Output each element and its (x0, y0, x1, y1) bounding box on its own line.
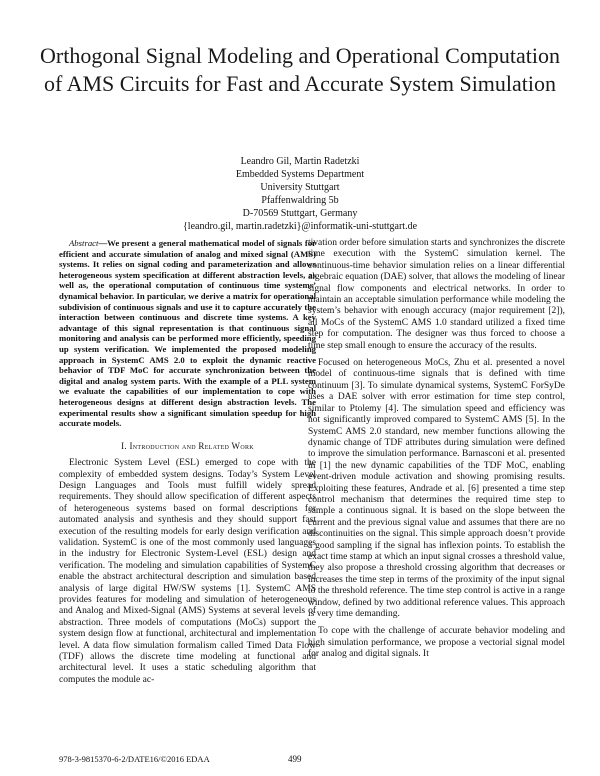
footer-isbn: 978-3-9815370-6-2/DATE16/©2016 EDAA (59, 754, 210, 764)
left-column (59, 238, 316, 692)
right-paragraph-1: tivation order before simulation starts and synchronizes the discrete time execution with the SystemC simulation kernel. The continuous-time behavior simulation relies on a linear differential algebraic equation (DAE) solver, that allows the modeling of linear signal flow components and electrical networks. In order to maintain an acceptable simulation performance while modeling the system’s behavior with enough accuracy (major requirement [2]), all MoCs of the SystemC AMS 1.0 standard utilized a fixed time step for computation. The designer was thus forced to choose a time step small enough to ensure the accuracy of the results. (308, 238, 565, 351)
paper-title: Orthogonal Signal Modeling and Operational Computation of AMS Circuits for Fast and Accurate System Simulation (40, 43, 560, 96)
affiliation-street: Pfaffenwaldring 5b (261, 195, 339, 206)
affiliation-city: D-70569 Stuttgart, Germany (242, 208, 358, 219)
intro-paragraph: Electronic System Level (ESL) emerged to cope with the complexity of embedded system designs. Today’s System Level Design Languages and Tools must fulfill widely spread requirements. They should allow specification of different aspects of heterogeneous systems based on formal descriptions for automated analysis and synthesis and they should support fast execution of the resulting models for early design verification and validation. SystemC is one of the most commonly used languages in the industry for Electronic System-Level (ESL) design and verification. The modeling and simulation capabilities of SystemC enable the abstract architectural description and simulation based analysis of large digital HW/SW systems [1]. SystemC AMS provides features for modeling and simulation of heterogeneous and Analog and Mixed-Signal (AMS) Systems at several levels of abstraction. Three models of computations (MoCs) support the system design flow at functional, architectural and implementation level. A data flow simulation formalism called Timed Data Flow (TDF) allows the discrete time modeling at functional and architectural level. It uses a static scheduling algorithm that computes the module ac- (59, 458, 316, 685)
affiliation-department: Embedded Systems Department (235, 169, 365, 180)
right-column (308, 238, 565, 667)
author-block (120, 155, 480, 233)
affiliation-email: {leandro.gil, martin.radetzki}@informatik-uni-stuttgart.de (182, 221, 418, 232)
right-paragraph-2: Focused on heterogeneous MoCs, Zhu et al. presented a novel model of continuous-time signals that is defined with time continuum [3]. To simulate dynamical systems, SystemC ForSyDe uses a DAE solver with error estimation for time step control, similar to Ptolemy [4]. The simulation speed and efficiency was not significantly improved compared to SystemC AMS [5]. In the SystemC AMS 2.0 standard, new member functions allowing the dynamic change of TDF attributes during simulation were defined to improve the simulation performance. Barnasconi et al. presented in [1] the new dynamic capabilities of the TDF MoC, enabling event-driven module activation and showing promising results. Exploiting these features, Andrade et al. [6] presented a time step control mechanism that determines the required time step to sample a continuous signal. It is based on the slope between the current and the previous signal value and assumes that there are no discontinuities on the signal. This simple approach doesn’t provide a good sampling if the signal has inflexion points. To establish the exact time stamp at which an input signal crosses a threshold value, they also propose a threshold crossing algorithm that decreases or increases the time step in terms of the proximity of the input signal to the threshold reference. The time step control is active in a range window, defined by two additional reference values. This approach is very time demanding. (308, 358, 565, 619)
affiliation-university: University Stuttgart (260, 182, 340, 193)
right-paragraph-3: To cope with the challenge of accurate behavior modeling and high simulation performance, we propose a vectorial signal model for analog and digital signals. It (308, 626, 565, 660)
abstract (59, 238, 316, 429)
abstract-text: —We present a general mathematical model of signals for efficient and accurate simulation of analog and mixed signal (AMS) systems. It relies on signal coding and parameterization and allows heterogeneous system specification at different abstraction levels, as well as, the operational computation of continuous time systems’ dynamical behavior. In particular, we derive a matrix for operational subdivision of continuous signals and use it to capture accurately the interaction between continuous and discrete time systems. A key advantage of this signal representation is that continuous signal monitoring and analysis can be performed more efficiently, speeding up system verification. We implemented the proposed modeling approach in SystemC AMS 2.0 to exploit the dynamic reactive behavior of TDF MoC for accurate synchronization between the digital and analog system parts. With the example of a PLL system we evaluate the capabilities of our implementation to cope with heterogeneous designs at different design abstraction levels. The experimental results show a significant simulation speedup for high accurate models. (59, 238, 316, 429)
page-number: 499 (288, 754, 302, 764)
abstract-label: Abstract (69, 238, 99, 248)
section-heading: I. Introduction and Related Work (121, 440, 254, 451)
author-names: Leandro Gil, Martin Radetzki (240, 156, 360, 167)
